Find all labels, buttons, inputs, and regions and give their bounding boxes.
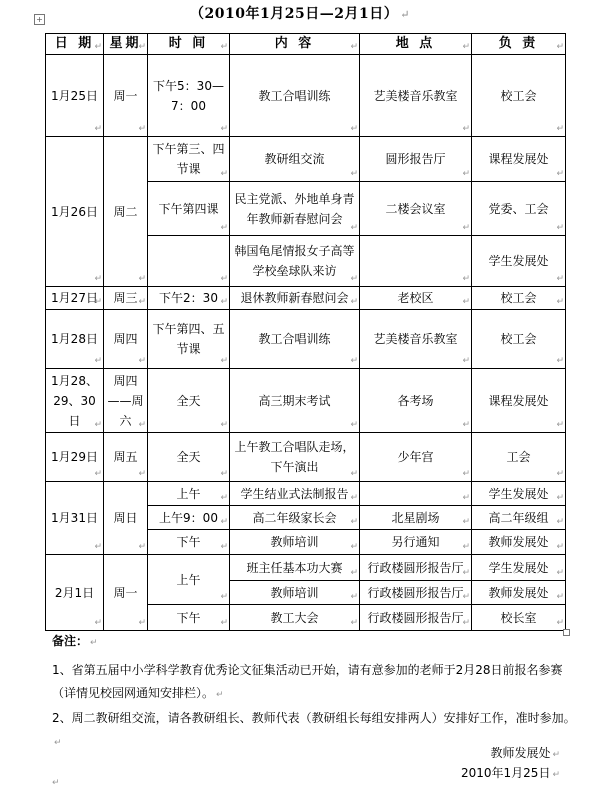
cell-place: 少年宫 ↵ [360,433,472,482]
cell-place: 圆形报告厅 ↵ [360,137,472,182]
cell-time: 下午5：30—7：00 ↵ [148,55,230,137]
cell-weekday: 周一 ↵ [104,55,148,137]
cell-content: 高三期末考试 ↵ [230,369,360,433]
cell-place: 各考场 ↵ [360,369,472,433]
cell-weekday: 周四 ↵ [104,310,148,369]
cell-content: 退休教师新春慰问会 ↵ [230,287,360,310]
cell-date: 1月26日 ↵ [46,137,104,287]
paragraph-mark-icon: ↵ [552,770,560,780]
table-row [46,287,566,310]
table-row [46,137,566,182]
cell-weekday: 周四——周六 ↵ [104,369,148,433]
cell-place [360,482,472,506]
cell-content: 高二年级家长会 ↵ [230,506,360,530]
table-anchor-icon[interactable]: + [34,14,45,25]
schedule-table [45,33,566,631]
cell-place: 艺美楼音乐教室 ↵ [360,55,472,137]
notes-section [52,630,582,755]
cell-place: 另行通知 ↵ [360,530,472,555]
table-row [46,555,566,581]
header-owner: 负 责 ↵ [472,34,566,55]
cell-date: 1月31日 ↵ [46,482,104,555]
cell-content: 教研组交流 ↵ [230,137,360,182]
cell-place: 北星剧场 ↵ [360,506,472,530]
cell-time: 下午第四、五节课 ↵ [148,310,230,369]
cell-time: 下午 ↵ [148,530,230,555]
header-time: 时 间 ↵ [148,34,230,55]
cell-date: 1月28日 ↵ [46,310,104,369]
cell-owner: 校长室 ↵ [472,605,566,631]
table-row [46,55,566,137]
header-content: 内 容 ↵ [230,34,360,55]
cell-owner: 党委、工会 ↵ [472,182,566,236]
cell-owner: 学生发展处 ↵ [472,555,566,581]
cell-owner: 校工会 ↵ [472,55,566,137]
header-place: 地 点 ↵ [360,34,472,55]
cell-time: 上午 ↵ [148,555,230,605]
cell-time: 下午 ↵ [148,605,230,631]
table-row [46,369,566,433]
cell-owner: 学生发展处 ↵ [472,482,566,506]
table-header-row [46,34,566,55]
cell-weekday: 周日 ↵ [104,482,148,555]
cell-place: 艺美楼音乐教室 ↵ [360,310,472,369]
paragraph-mark-icon: ↵ [400,8,410,21]
cell-owner: 工会 ↵ [472,433,566,482]
cell-owner: 教师发展处 ↵ [472,530,566,555]
cell-weekday: 周五 ↵ [104,433,148,482]
cell-content: 上午教工合唱队走场，下午演出 ↵ [230,433,360,482]
table-row [46,482,566,506]
cell-date: 1月28、29、30日 ↵ [46,369,104,433]
schedule-title: （2010年1月25日—2月1日） ↵ [190,6,410,22]
cell-time: 上午9：00 ↵ [148,506,230,530]
cell-place: 行政楼圆形报告厅 ↵ [360,605,472,631]
cell-owner: 校工会 ↵ [472,310,566,369]
cell-owner: 课程发展处 ↵ [472,137,566,182]
paragraph-mark-icon: ↵ [90,638,98,648]
table-row [46,310,566,369]
cell-content: 班主任基本功大赛 ↵ [230,555,360,581]
cell-time: 上午 ↵ [148,482,230,506]
cell-owner: 课程发展处 ↵ [472,369,566,433]
cell-place: 行政楼圆形报告厅 ↵ [360,581,472,605]
paragraph-mark-icon: ↵ [216,690,224,700]
signature-dept: 教师发展处 ↵ [490,746,560,760]
signature-date: 2010年1月25日 ↵ [461,766,560,780]
cell-content: 学生结业式法制报告 ↵ [230,482,360,506]
cell-weekday: 周二 ↵ [104,137,148,287]
cell-place: 老校区 ↵ [360,287,472,310]
cell-time: 下午2：30 ↵ [148,287,230,310]
cell-place: 二楼会议室 ↵ [360,182,472,236]
cell-time: 全天 ↵ [148,433,230,482]
table-row [46,433,566,482]
cell-content: 韩国龟尾情报女子高等学校垒球队来访 ↵ [230,236,360,287]
cell-date: 1月29日 ↵ [46,433,104,482]
cell-place [360,236,472,287]
note-item-2: 2、周二教研组交流，请各教研组长、教师代表（教研组长每组安排两人）安排好工作，准时参加。↵ [52,711,576,748]
paragraph-mark-icon: ↵ [52,778,60,788]
cell-owner: 学生发展处 ↵ [472,236,566,287]
notes-heading: 备注： [52,634,89,648]
cell-content: 民主党派、外地单身青年教师新春慰问会 ↵ [230,182,360,236]
cell-time: 下午第四课 ↵ [148,182,230,236]
cell-content: 教工合唱训练 ↵ [230,310,360,369]
cell-date: 2月1日 ↵ [46,555,104,631]
cell-weekday: 周一 ↵ [104,555,148,631]
cell-content: 教工合唱训练 ↵ [230,55,360,137]
cell-time: 下午第三、四节课 ↵ [148,137,230,182]
note-item-1: 1、省第五届中小学科学教育优秀论文征集活动已开始，请有意参加的老师于2月28日前报名参赛（详情见校园网通知安排栏）。 ↵ [52,663,563,700]
header-weekday: 星期 ↵ [104,34,148,55]
cell-date: 1月25日 ↵ [46,55,104,137]
cell-time: 全天 ↵ [148,369,230,433]
cell-owner: 校工会 ↵ [472,287,566,310]
cell-time [148,236,230,287]
cell-date: 1月27日 ↵ [46,287,104,310]
cell-place: 行政楼圆形报告厅 ↵ [360,555,472,581]
cell-content: 教师培训 ↵ [230,530,360,555]
paragraph-mark-icon: ↵ [54,738,62,748]
cell-weekday: 周三 ↵ [104,287,148,310]
cell-owner: 教师发展处 ↵ [472,581,566,605]
header-date: 日 期 ↵ [46,34,104,55]
cell-owner: 高二年级组 ↵ [472,506,566,530]
cell-content: 教工大会 ↵ [230,605,360,631]
cell-content: 教师培训 ↵ [230,581,360,605]
paragraph-mark-icon: ↵ [552,750,560,760]
